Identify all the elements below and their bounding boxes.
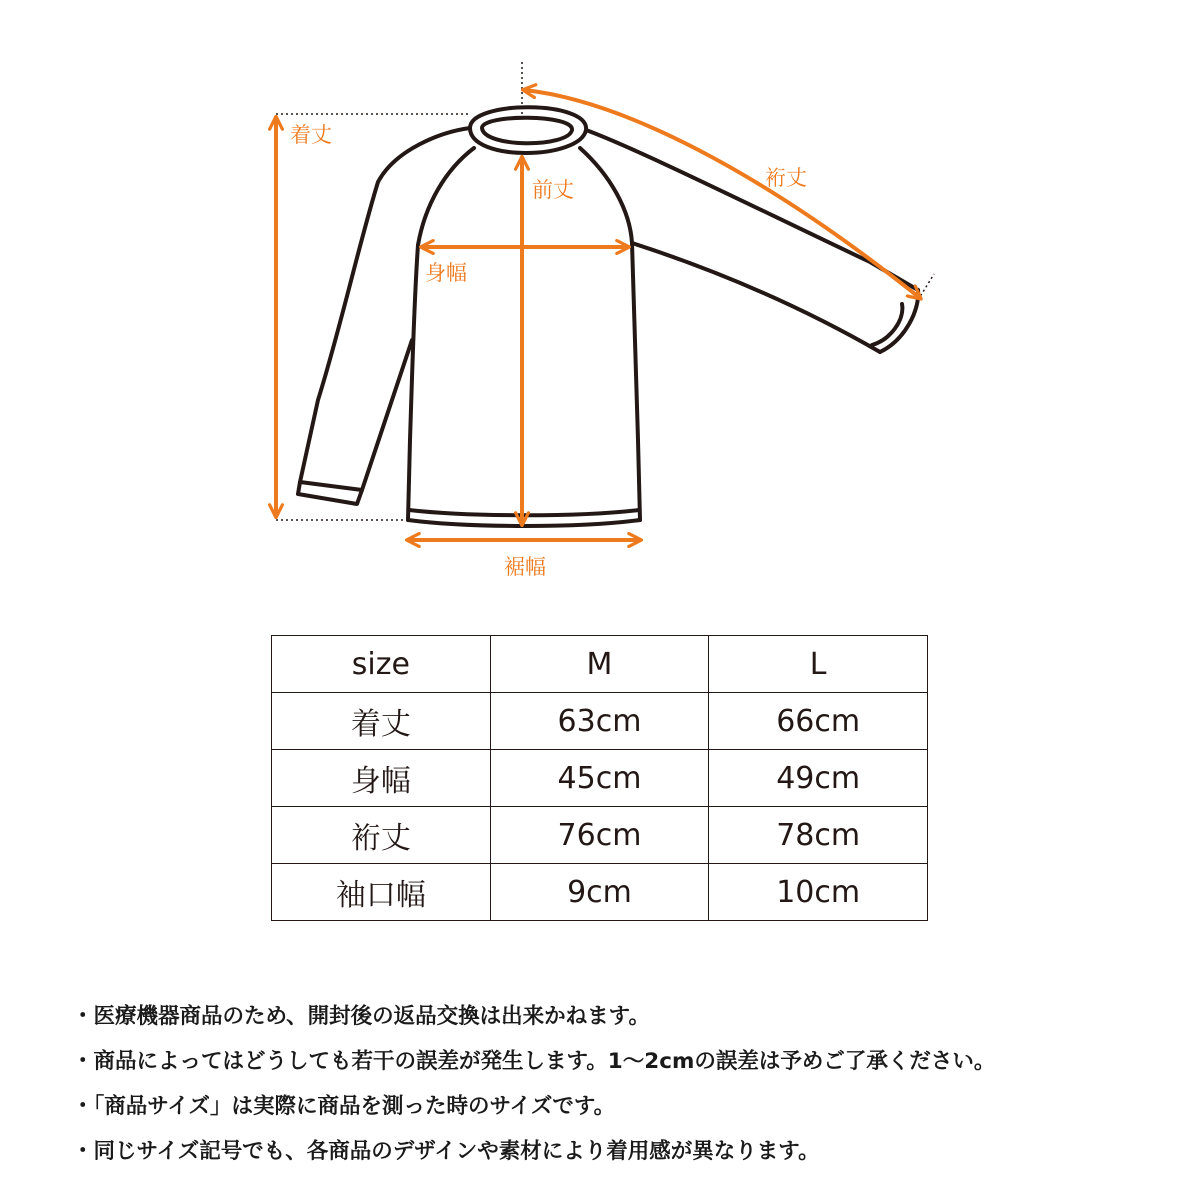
table-row — [272, 864, 928, 921]
table-row — [272, 807, 928, 864]
sleeve-length-label: 裄丈 — [765, 166, 807, 190]
left-sleeve-outline — [298, 128, 470, 504]
shirt-outline — [298, 107, 918, 526]
table-row — [272, 750, 928, 807]
note-item: ・ 商品によってはどうしても若干の誤差が発生します。1〜2cmの誤差は予めご了承ください。 — [72, 1043, 1182, 1088]
right-sleeve-cuff — [872, 290, 918, 352]
size-m-cell: 76cm — [490, 807, 709, 864]
size-m-cell: 9cm — [490, 864, 709, 921]
size-l-cell: 78cm — [709, 807, 928, 864]
table-row — [272, 693, 928, 750]
note-item: ・ 同じサイズ記号でも、各商品のデザインや素材により着用感が異なります。 — [72, 1133, 1182, 1178]
measurement-name-cell: 裄丈 — [272, 807, 491, 864]
size-table — [271, 635, 928, 921]
note-item: ・ 医療機器商品のため、開封後の返品交換は出来かねます。 — [72, 998, 1182, 1043]
size-l-cell: 66cm — [709, 693, 928, 750]
body-right-side — [632, 243, 640, 520]
measurement-name-cell: 着丈 — [272, 693, 491, 750]
body-left-side — [408, 245, 418, 520]
table-header-cell: size — [272, 636, 491, 693]
collar-inner — [482, 118, 572, 144]
size-l-cell: 10cm — [709, 864, 928, 921]
left-raglan-seam — [418, 148, 474, 245]
size-m-cell: 63cm — [490, 693, 709, 750]
collar-outer — [470, 107, 586, 153]
front-length-label: 前丈 — [532, 178, 574, 202]
size-l-cell: 49cm — [709, 750, 928, 807]
total-length-label: 着丈 — [290, 123, 332, 147]
table-header-row — [272, 636, 928, 693]
hem-width-label: 裾幅 — [504, 555, 546, 579]
measurement-arrows — [276, 90, 920, 540]
table-header-cell: L — [709, 636, 928, 693]
right-raglan-seam — [580, 148, 632, 243]
measurement-name-cell: 身幅 — [272, 750, 491, 807]
note-item: ・ 「商品サイズ」は実際に商品を測った時のサイズです。 — [72, 1088, 1182, 1133]
measurement-name-cell: 袖口幅 — [272, 864, 491, 921]
body-width-label: 身幅 — [425, 261, 467, 285]
right-sleeve-bottom — [632, 243, 880, 352]
size-m-cell: 45cm — [490, 750, 709, 807]
left-sleeve-cuff — [300, 482, 362, 490]
notes-list — [72, 998, 1182, 1178]
table-header-cell: M — [490, 636, 709, 693]
right-sleeve-top — [586, 130, 918, 290]
